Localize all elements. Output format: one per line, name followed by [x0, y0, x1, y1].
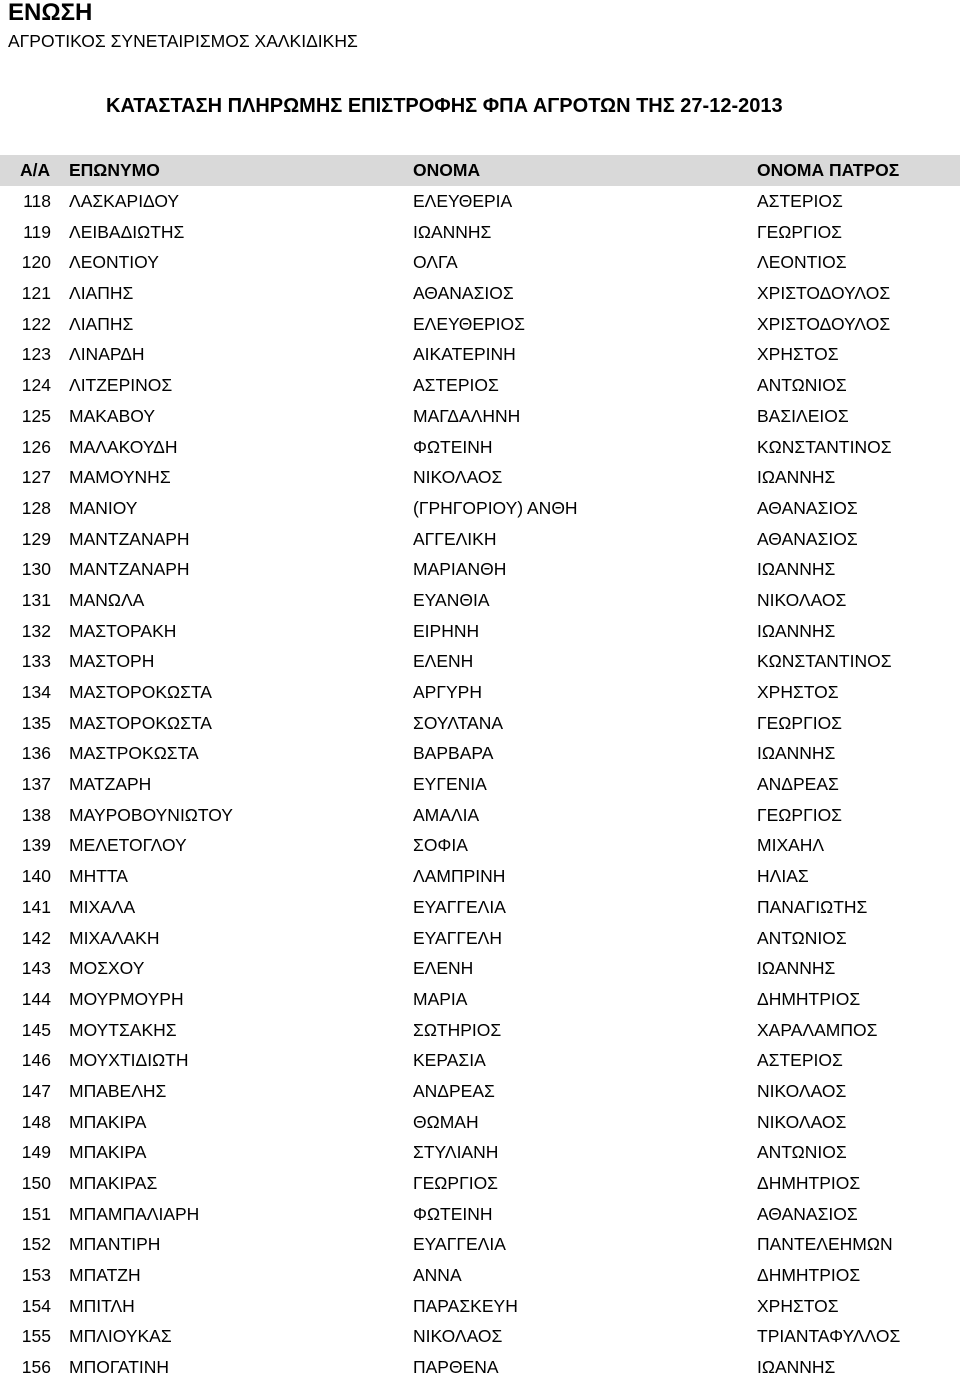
table-row	[0, 493, 960, 524]
surname: ΜΠΑΤΖΗ	[69, 1265, 141, 1286]
father-name: ΧΑΡΑΛΑΜΠΟΣ	[757, 1019, 878, 1040]
row-number: 135	[21, 712, 51, 733]
first-name: ΑΣΤΕΡΙΟΣ	[413, 375, 499, 396]
first-name: ΒΑΡΒΑΡΑ	[413, 743, 494, 764]
father-name: ΧΡΙΣΤΟΔΟΥΛΟΣ	[757, 283, 891, 304]
first-name: ΝΙΚΟΛΑΟΣ	[413, 1326, 503, 1347]
father-name: ΚΩΝΣΤΑΝΤΙΝΟΣ	[757, 436, 892, 457]
table-row	[0, 738, 960, 769]
table-row	[0, 370, 960, 401]
father-name: ΗΛΙΑΣ	[757, 866, 809, 887]
row-number: 143	[21, 958, 51, 979]
surname: ΜΑΝΙΟΥ	[69, 497, 138, 518]
table-row	[0, 1199, 960, 1230]
row-number: 131	[21, 589, 51, 610]
first-name: ΠΑΡΘΕΝΑ	[413, 1357, 499, 1378]
father-name: ΧΡΗΣΤΟΣ	[757, 682, 839, 702]
father-name: ΑΝΤΩΝΙΟΣ	[757, 927, 847, 948]
surname: ΜΠΑΚΙΡΑ	[69, 1111, 147, 1132]
surname: ΜΑΣΤΟΡΑΚΗ	[69, 620, 177, 641]
table-row	[0, 1015, 960, 1046]
first-name: ΙΩΑΝΝΗΣ	[413, 221, 492, 242]
first-name: ΑΝΔΡΕΑΣ	[413, 1080, 495, 1101]
first-name: ΜΑΓΔΑΛΗΝΗ	[413, 405, 521, 426]
row-number: 149	[21, 1142, 51, 1163]
column-header-name: ΟΝΟΜΑ	[413, 160, 481, 180]
surname: ΜΟΥΧΤΙΔΙΩΤΗ	[69, 1050, 189, 1071]
row-number: 150	[21, 1173, 51, 1193]
first-name: ΛΑΜΠΡΙΝΗ	[413, 866, 506, 887]
table-row	[0, 800, 960, 831]
table-row	[0, 646, 960, 677]
surname: ΜΑΜΟΥΝΗΣ	[69, 467, 171, 488]
surname: ΜΑΛΑΚΟΥΔΗ	[69, 436, 178, 457]
first-name: ΕΥΑΝΘΙΑ	[413, 589, 490, 610]
first-name: ΑΘΑΝΑΣΙΟΣ	[413, 283, 514, 304]
father-name: ΑΘΑΝΑΣΙΟΣ	[757, 497, 858, 518]
payments-table	[0, 155, 960, 1383]
surname: ΛΕΙΒΑΔΙΩΤΗΣ	[69, 221, 185, 242]
row-number: 127	[21, 467, 51, 488]
row-number: 120	[21, 252, 51, 273]
table-row	[0, 1107, 960, 1138]
surname: ΜΑΣΤΟΡΗ	[69, 651, 155, 672]
surname: ΛΙΝΑΡΔΗ	[69, 344, 145, 365]
father-name: ΧΡΗΣΤΟΣ	[757, 1295, 839, 1316]
father-name: ΙΩΑΝΝΗΣ	[757, 958, 836, 979]
row-number: 126	[21, 436, 51, 457]
surname: ΜΠΑΒΕΛΗΣ	[69, 1080, 167, 1101]
row-number: 129	[21, 528, 51, 549]
surname: ΛΙΑΠΗΣ	[69, 313, 134, 334]
organization-name: ΕΝΩΣΗ	[8, 0, 93, 26]
surname: ΜΙΧΑΛΑ	[69, 896, 136, 917]
first-name: ΑΙΚΑΤΕΡΙΝΗ	[413, 344, 516, 365]
row-number: 140	[21, 866, 51, 887]
row-number: 119	[23, 221, 51, 242]
row-number: 141	[21, 896, 51, 917]
row-number: 132	[21, 620, 51, 641]
father-name: ΛΕΟΝΤΙΟΣ	[757, 252, 847, 273]
table-row	[0, 1291, 960, 1322]
father-name: ΔΗΜΗΤΡΙΟΣ	[757, 1173, 861, 1193]
table-header-row	[0, 155, 960, 186]
table-row	[0, 339, 960, 370]
first-name: ΣΟΥΛΤΑΝΑ	[413, 712, 504, 733]
table-row	[0, 923, 960, 954]
table-row	[0, 1321, 960, 1352]
table-row	[0, 708, 960, 739]
first-name: ΕΥΑΓΓΕΛΙΑ	[413, 1234, 506, 1255]
column-header-aa: Α/Α	[20, 160, 51, 180]
surname: ΜΑΣΤΡΟΚΩΣΤΑ	[69, 743, 199, 764]
row-number: 118	[23, 191, 51, 211]
table-row	[0, 616, 960, 647]
first-name: ΦΩΤΕΙΝΗ	[413, 1203, 493, 1224]
father-name: ΔΗΜΗΤΡΙΟΣ	[757, 1265, 861, 1286]
first-name: (ΓΡΗΓΟΡΙΟΥ) ΑΝΘΗ	[413, 497, 578, 518]
table-row	[0, 1168, 960, 1199]
first-name: ΑΡΓΥΡΗ	[413, 682, 482, 702]
table-row	[0, 1076, 960, 1107]
father-name: ΑΣΤΕΡΙΟΣ	[757, 1050, 843, 1071]
row-number: 128	[21, 497, 51, 518]
row-number: 133	[21, 651, 51, 672]
father-name: ΑΣΤΕΡΙΟΣ	[757, 191, 843, 211]
table-row	[0, 462, 960, 493]
row-number: 139	[21, 835, 51, 856]
surname: ΜΟΥΤΣΑΚΗΣ	[69, 1019, 177, 1040]
first-name: ΕΥΑΓΓΕΛΗ	[413, 927, 502, 948]
table-row	[0, 1260, 960, 1291]
surname: ΜΠΑΜΠΑΛΙΑΡΗ	[69, 1203, 200, 1224]
row-number: 142	[21, 927, 51, 948]
first-name: ΦΩΤΕΙΝΗ	[413, 436, 493, 457]
row-number: 125	[21, 405, 51, 426]
row-number: 123	[21, 344, 51, 365]
surname: ΜΕΛΕΤΟΓΛΟΥ	[69, 835, 187, 856]
surname: ΜΟΣΧΟΥ	[69, 958, 145, 979]
surname: ΜΑΥΡΟΒΟΥΝΙΩΤΟΥ	[69, 804, 233, 825]
father-name: ΠΑΝΤΕΛΕΗΜΩΝ	[757, 1234, 893, 1255]
father-name: ΤΡΙΑΝΤΑΦΥΛΛΟΣ	[757, 1326, 901, 1347]
surname: ΛΑΣΚΑΡΙΔΟΥ	[69, 191, 180, 211]
first-name: ΓΕΩΡΓΙΟΣ	[413, 1173, 498, 1193]
father-name: ΝΙΚΟΛΑΟΣ	[757, 1111, 847, 1132]
row-number: 152	[21, 1234, 51, 1255]
surname: ΛΙΑΠΗΣ	[69, 283, 134, 304]
table-row	[0, 953, 960, 984]
surname: ΜΑΝΩΛΑ	[69, 589, 145, 610]
surname: ΜΑΚΑΒΟΥ	[69, 405, 155, 426]
father-name: ΙΩΑΝΝΗΣ	[757, 743, 836, 764]
surname: ΜΑΤΖΑΡΗ	[69, 774, 152, 795]
father-name: ΠΑΝΑΓΙΩΤΗΣ	[757, 896, 868, 917]
table-row	[0, 677, 960, 708]
row-number: 144	[21, 988, 51, 1009]
first-name: ΑΓΓΕΛΙΚΗ	[413, 528, 497, 549]
row-number: 154	[21, 1295, 51, 1316]
father-name: ΑΘΑΝΑΣΙΟΣ	[757, 528, 858, 549]
row-number: 148	[21, 1111, 51, 1132]
table-row	[0, 830, 960, 861]
table-row	[0, 1045, 960, 1076]
organization-subtitle: ΑΓΡΟΤΙΚΟΣ ΣΥΝΕΤΑΙΡΙΣΜΟΣ ΧΑΛΚΙΔΙΚΗΣ	[8, 31, 358, 51]
first-name: ΕΛΕΥΘΕΡΙΟΣ	[413, 313, 525, 334]
first-name: ΕΛΕΥΘΕΡΙΑ	[413, 191, 513, 211]
row-number: 137	[21, 774, 51, 795]
first-name: ΚΕΡΑΣΙΑ	[413, 1050, 486, 1071]
first-name: ΘΩΜΑΗ	[413, 1111, 479, 1132]
surname: ΛΙΤΖΕΡΙΝΟΣ	[69, 375, 173, 396]
table-row	[0, 1352, 960, 1383]
father-name: ΧΡΙΣΤΟΔΟΥΛΟΣ	[757, 313, 891, 334]
surname: ΜΠΙΤΛΗ	[69, 1295, 135, 1316]
row-number: 146	[21, 1050, 51, 1071]
father-name: ΙΩΑΝΝΗΣ	[757, 620, 836, 641]
row-number: 156	[21, 1357, 51, 1378]
father-name: ΑΝΔΡΕΑΣ	[757, 774, 839, 795]
table-row	[0, 309, 960, 340]
father-name: ΑΝΤΩΝΙΟΣ	[757, 375, 847, 396]
table-row	[0, 769, 960, 800]
table-row	[0, 217, 960, 248]
first-name: ΕΙΡΗΝΗ	[413, 620, 480, 641]
surname: ΜΠΑΚΙΡΑΣ	[69, 1173, 158, 1193]
surname: ΜΑΝΤΖΑΝΑΡΗ	[69, 528, 190, 549]
surname: ΜΑΝΤΖΑΝΑΡΗ	[69, 559, 190, 580]
table-row	[0, 401, 960, 432]
table-row	[0, 278, 960, 309]
row-number: 130	[21, 559, 51, 580]
father-name: ΙΩΑΝΝΗΣ	[757, 467, 836, 488]
table-body	[0, 186, 960, 1383]
first-name: ΑΝΝΑ	[413, 1265, 462, 1286]
first-name: ΠΑΡΑΣΚΕΥΗ	[413, 1295, 518, 1316]
first-name: ΣΩΤΗΡΙΟΣ	[413, 1019, 502, 1040]
father-name: ΑΘΑΝΑΣΙΟΣ	[757, 1203, 858, 1224]
father-name: ΒΑΣΙΛΕΙΟΣ	[757, 405, 849, 426]
row-number: 122	[21, 313, 51, 334]
table-row	[0, 861, 960, 892]
father-name: ΔΗΜΗΤΡΙΟΣ	[757, 988, 861, 1009]
table-row	[0, 247, 960, 278]
surname: ΛΕΟΝΤΙΟΥ	[69, 252, 159, 273]
father-name: ΙΩΑΝΝΗΣ	[757, 559, 836, 580]
table-row	[0, 1229, 960, 1260]
row-number: 138	[21, 804, 51, 825]
table-row	[0, 984, 960, 1015]
first-name: ΟΛΓΑ	[413, 252, 458, 273]
first-name: ΜΑΡΙΑΝΘΗ	[413, 559, 507, 580]
table-row	[0, 186, 960, 217]
row-number: 147	[21, 1080, 51, 1101]
table-row	[0, 432, 960, 463]
column-header-father-name: ΟΝΟΜΑ ΠΑΤΡΟΣ	[757, 160, 900, 180]
column-header-surname: ΕΠΩΝΥΜΟ	[69, 160, 160, 180]
first-name: ΕΛΕΝΗ	[413, 651, 474, 672]
surname: ΜΠΑΝΤΙΡΗ	[69, 1234, 161, 1255]
table-row	[0, 554, 960, 585]
first-name: ΜΑΡΙΑ	[413, 988, 468, 1009]
father-name: ΓΕΩΡΓΙΟΣ	[757, 712, 842, 733]
row-number: 124	[21, 375, 51, 396]
first-name: ΣΤΥΛΙΑΝΗ	[413, 1142, 499, 1163]
father-name: ΑΝΤΩΝΙΟΣ	[757, 1142, 847, 1163]
row-number: 121	[21, 283, 51, 304]
table-row	[0, 524, 960, 555]
first-name: ΑΜΑΛΙΑ	[413, 804, 480, 825]
surname: ΜΑΣΤΟΡΟΚΩΣΤΑ	[69, 712, 212, 733]
first-name: ΣΟΦΙΑ	[413, 835, 468, 856]
row-number: 145	[21, 1019, 51, 1040]
father-name: ΝΙΚΟΛΑΟΣ	[757, 589, 847, 610]
surname: ΜΗΤΤΑ	[69, 866, 128, 887]
father-name: ΚΩΝΣΤΑΝΤΙΝΟΣ	[757, 651, 892, 672]
first-name: ΕΛΕΝΗ	[413, 958, 474, 979]
father-name: ΧΡΗΣΤΟΣ	[757, 344, 839, 365]
surname: ΜΠΑΚΙΡΑ	[69, 1142, 147, 1163]
row-number: 153	[21, 1265, 51, 1286]
document-title: ΚΑΤΑΣΤΑΣΗ ΠΛΗΡΩΜΗΣ ΕΠΙΣΤΡΟΦΗΣ ΦΠΑ ΑΓΡΟΤΩΝ ΤΗΣ 27-12-2013	[106, 95, 783, 117]
first-name: ΝΙΚΟΛΑΟΣ	[413, 467, 503, 488]
surname: ΜΠΛΙΟΥΚΑΣ	[69, 1326, 172, 1347]
row-number: 134	[21, 682, 51, 702]
father-name: ΜΙΧΑΗΛ	[757, 835, 825, 856]
surname: ΜΑΣΤΟΡΟΚΩΣΤΑ	[69, 682, 212, 702]
first-name: ΕΥΑΓΓΕΛΙΑ	[413, 896, 506, 917]
table-row	[0, 892, 960, 923]
surname: ΜΟΥΡΜΟΥΡΗ	[69, 988, 184, 1009]
row-number: 151	[21, 1203, 51, 1224]
father-name: ΙΩΑΝΝΗΣ	[757, 1357, 836, 1378]
row-number: 155	[21, 1326, 51, 1347]
row-number: 136	[21, 743, 51, 764]
father-name: ΓΕΩΡΓΙΟΣ	[757, 804, 842, 825]
table-row	[0, 1137, 960, 1168]
first-name: ΕΥΓΕΝΙΑ	[413, 774, 487, 795]
father-name: ΝΙΚΟΛΑΟΣ	[757, 1080, 847, 1101]
father-name: ΓΕΩΡΓΙΟΣ	[757, 221, 842, 242]
table-row	[0, 585, 960, 616]
surname: ΜΠΟΓΑΤΙΝΗ	[69, 1357, 170, 1378]
surname: ΜΙΧΑΛΑΚΗ	[69, 927, 160, 948]
